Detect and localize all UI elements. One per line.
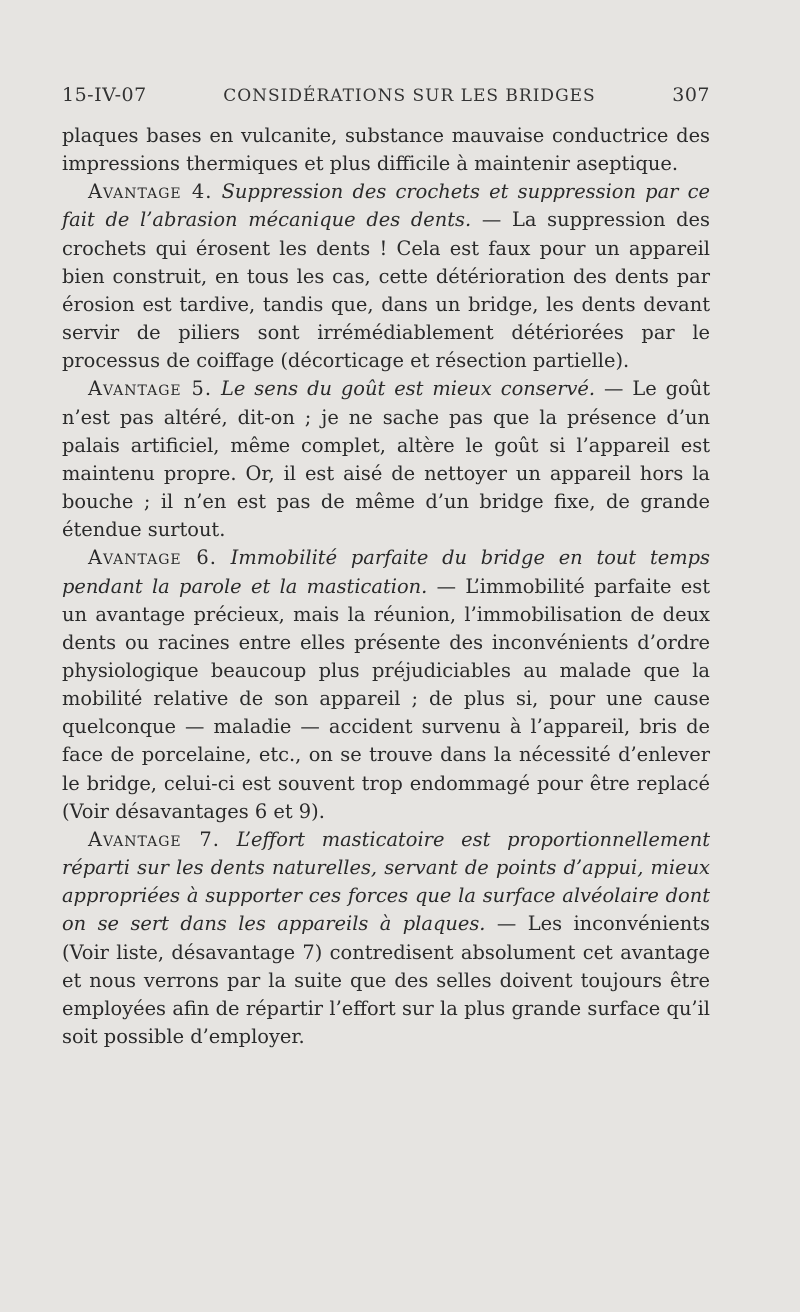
paragraph-lead: Avantage 6.: [88, 546, 217, 570]
paragraph-avantage-7: [62, 826, 710, 1051]
paragraph-text: — Le goût n’est pas altéré, dit-on ; je ne sache pas que la présence d’un palais artificiel, même complet, altère le goût si l’appareil est maintenu propre. Or, il est aisé de nettoyer un appareil hors la bouche ; il n’en est pas de même d’un bridge fixe, de grande étendue surtout.: [62, 377, 710, 542]
page-number: 307: [672, 84, 710, 106]
paragraph-lead: Avantage 4.: [88, 180, 213, 204]
paragraph-continuation: [62, 122, 710, 178]
paragraph-text: — Les inconvénients (Voir liste, désavantage 7) contredisent absolument cet avantage et nous verrons par la suite que des selles doivent toujours être employées afin de répartir l’effort sur la plus grande surface qu’il soit possible d’employer.: [62, 912, 710, 1048]
book-page: [62, 84, 710, 1051]
paragraph-heading: Suppression des crochets et suppression par ce fait de l’abrasion mécanique des dents.: [62, 180, 710, 232]
running-head: [62, 84, 710, 118]
paragraph-heading: Le sens du goût est mieux conservé.: [220, 377, 596, 401]
paragraph-heading: Immobilité parfaite du bridge en tout temps pendant la parole et la mastication.: [62, 546, 710, 598]
paragraph-avantage-6: [62, 544, 710, 826]
header-date: 15-IV-07: [62, 84, 147, 106]
paragraph-text: plaques bases en vulcanite, substance mauvaise conductrice des impressions thermiques et plus difficile à maintenir aseptique.: [62, 124, 710, 176]
paragraph-text: — L’immobilité parfaite est un avantage précieux, mais la réunion, l’immobilisation de deux dents ou racines entre elles présente des inconvénients d’ordre physiologique beaucoup plus préjudiciables au malade que la mobilité relative de son appareil ; de plus si, pour une cause quelconque — maladie — accident survenu à l’appareil, bris de face de porcelaine, etc., on se trouve dans la nécessité d’enlever le bridge, celui-ci est souvent trop endommagé pour être replacé (Voir désavantages 6 et 9).: [62, 574, 711, 823]
header-title: CONSIDÉRATIONS SUR LES BRIDGES: [223, 86, 596, 106]
paragraph-avantage-5: [62, 375, 710, 544]
body-text: [62, 122, 710, 1051]
paragraph-heading: L’effort masticatoire est proportionnellement réparti sur les dents naturelles, servant de points d’appui, mieux appropriées à supporter ces forces que la surface alvéolaire dont on se sert dans les appareils à plaques.: [62, 827, 710, 936]
paragraph-lead: Avantage 5.: [88, 377, 213, 401]
paragraph-lead: Avantage 7.: [88, 827, 220, 851]
paragraph-text: — La suppression des crochets qui érosent les dents ! Cela est faux pour un appareil bien construit, en tous les cas, cette détérioration des dents par érosion est tardive, tandis que, dans un bridge, les dents devant servir de piliers sont irrémédiablement détériorées par le processus de coiffage (décorticage et résection partielle).: [62, 208, 710, 373]
paragraph-avantage-4: [62, 178, 710, 375]
